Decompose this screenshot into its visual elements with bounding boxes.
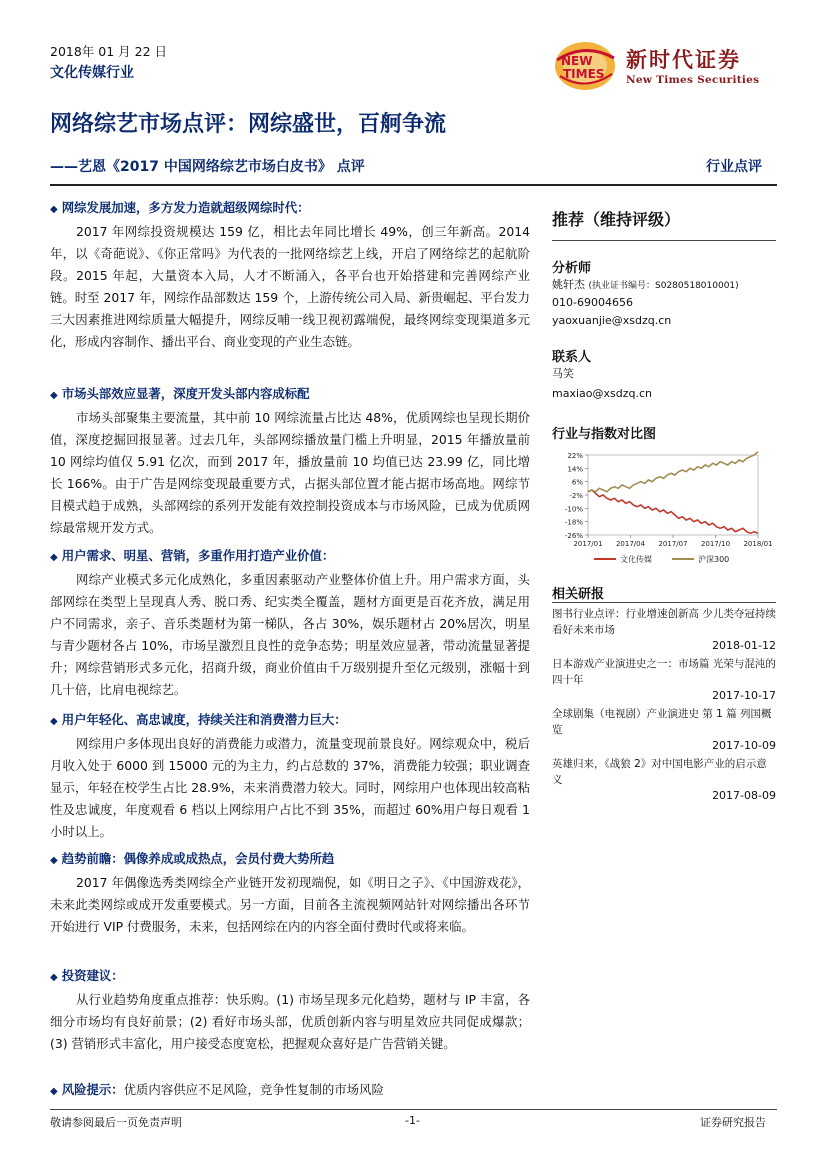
section-heading: 网综发展加速，多方发力造就超级网综时代： bbox=[61, 200, 310, 215]
report-type: 行业点评 bbox=[706, 159, 762, 175]
related-item-date: 2018-01-12 bbox=[712, 639, 776, 652]
x-tick-label: 2018/01 bbox=[743, 540, 773, 548]
footer-label: 证券研究报告 bbox=[700, 1116, 766, 1129]
related-item-title: 英雄归来，《战狼 2》对中国电影产业的启示意义 bbox=[552, 758, 767, 786]
section-text: 2017 年网综投资规模达 159 亿，相比去年同比增长 49%，创三年新高。2014 年，以《奇葩说》、《你正常吗》为代表的一批网络综艺上线，开启了网络综艺的起航阶段。2015 年起，大量资本入局，人才不断涌入，各平台也开始搭建和完善网综产业链。时至 2017 年，网综作品部数达 159 个，上游传统公司入局、新贵崛起、平台发力三大因素推进网综质量大幅提升，网综反哺一线卫视初露端倪，最终网综变现渠道多元化，形成内容制作、播出平台、商业变现的产业生态链。 bbox=[50, 224, 530, 349]
related-title: 相关研报 bbox=[552, 587, 605, 602]
section-text: 从行业趋势角度重点推荐：快乐购。(1) 市场呈现多元化趋势，题材与 IP 丰富，各细分市场均有良好前景；(2) 看好市场头部，优质创新内容与明星效应共同促成爆款；(3) 营销形式丰富化，用户接受态度宽松，把握观众喜好是广告营销关键。 bbox=[50, 992, 530, 1051]
related-item[interactable] bbox=[552, 656, 776, 704]
diamond-icon: ◆ bbox=[50, 1086, 58, 1097]
section-heading: 趋势前瞻：偶像养成或成热点，会员付费大势所趋 bbox=[61, 851, 335, 866]
contact-email[interactable]: maxiao@xsdzq.cn bbox=[552, 387, 652, 400]
rating-divider bbox=[552, 240, 776, 241]
related-item-title: 日本游戏产业演进史之一：市场篇 光荣与混沌的四十年 bbox=[552, 658, 776, 686]
y-tick-label: -2% bbox=[569, 492, 583, 500]
section-heading: 投资建议： bbox=[61, 968, 124, 983]
plot-frame bbox=[588, 455, 758, 535]
y-tick-label: 14% bbox=[567, 465, 583, 474]
y-tick-label: -10% bbox=[564, 505, 583, 514]
x-tick-label: 2017/07 bbox=[658, 540, 688, 548]
diamond-icon: ◆ bbox=[50, 204, 58, 215]
section-text: 市场头部聚集主要流量，其中前 10 网综流量占比达 48%，优质网综也呈现长期价值，深度挖掘回报显著。过去几年，头部网综播放量门槛上升明显，2015 年播放量前 10 网综均值仅 5.91 亿次，而到 2017 年，播放量前 10 均值已达 23.99 亿，同比增长 166%。由于广告是网综变现最重要方式，占据头部位置才能占据市场高地。网综节目模式趋于成熟，头部网综的系列开发能有效控制投资成本与市场风险，已成为优质网综最常规开发方式。 bbox=[50, 410, 530, 535]
related-item[interactable] bbox=[552, 606, 776, 654]
related-item-date: 2017-10-17 bbox=[712, 689, 776, 702]
diamond-icon: ◆ bbox=[50, 972, 58, 983]
logo-name-cn: 新时代证券 bbox=[626, 47, 741, 72]
related-item[interactable] bbox=[552, 756, 776, 804]
footer-disclaimer: 敬请参阅最后一页免责声明 bbox=[50, 1116, 182, 1129]
risk-label: 风险提示： bbox=[61, 1082, 124, 1097]
section-text: 网综用户多体现出良好的消费能力或潜力，流量变现前景良好。网综观众中，税后月收入处于 6000 到 15000 元的为主力，约占总数的 37%，消费能力较强；职业调查显示，年轻在校学生占比 28.9%，未来消费潜力较大。同时，网综用户也体现出较高粘性及忠诚度，年度观看 6 档以上网综用户占比不到 35%，而超过 60%用户每日观看 1 小时以上。 bbox=[50, 736, 530, 839]
section-heading: 市场头部效应显著，深度开发头部内容成标配 bbox=[61, 386, 310, 401]
diamond-icon: ◆ bbox=[50, 855, 58, 866]
report-subtitle: ——艺恩《2017 中国网络综艺市场白皮书》 点评 bbox=[50, 159, 365, 175]
report-date: 2018年 01 月 22 日 bbox=[50, 44, 168, 59]
section-head-effect bbox=[50, 383, 530, 539]
analyst-name: 姚轩杰 bbox=[552, 278, 585, 291]
section-users bbox=[50, 709, 530, 843]
industry-name: 文化传媒行业 bbox=[50, 65, 134, 81]
section-heading: 用户需求、明星、营销，多重作用打造产业价值： bbox=[61, 548, 335, 563]
section-industry-value bbox=[50, 545, 530, 701]
company-logo bbox=[552, 38, 782, 94]
diamond-icon: ◆ bbox=[50, 390, 58, 401]
rating: 推荐（维持评级） bbox=[552, 210, 681, 229]
legend-label: 沪深300 bbox=[698, 555, 730, 564]
related-item-date: 2017-08-09 bbox=[712, 789, 776, 802]
related-item-title: 全球剧集（电视剧）产业演进史 第 1 篇 列国概览 bbox=[552, 708, 772, 736]
comparison-chart bbox=[552, 447, 776, 569]
section-investment bbox=[50, 965, 530, 1055]
y-tick-label: -26% bbox=[564, 532, 583, 540]
x-tick-label: 2017/10 bbox=[700, 540, 731, 548]
analyst-email[interactable]: yaoxuanjie@xsdzq.cn bbox=[552, 314, 672, 327]
y-tick-label: 22% bbox=[567, 452, 583, 460]
svg-text:NEW: NEW bbox=[561, 54, 593, 68]
x-tick-label: 2017/01 bbox=[573, 540, 603, 548]
section-trends bbox=[50, 848, 530, 938]
report-title: 网络综艺市场点评：网综盛世，百舸争流 bbox=[50, 112, 447, 137]
chart-title: 行业与指数对比图 bbox=[552, 427, 657, 442]
contact-title: 联系人 bbox=[552, 350, 592, 365]
y-tick-label: 6% bbox=[571, 478, 583, 487]
section-text: 网综产业模式多元化成熟化，多重因素驱动产业整体价值上升。用户需求方面，头部网综在类型上呈现真人秀、脱口秀、纪实类全覆盖，题材方面更是百花齐放，满足用户不同需求，亲子、音乐类题材为第一梯队，各占 30%，娱乐题材占 20%居次，明星与青少题材各占 10%，市场呈激烈且良性的竞争态势；明星效应显著，带动流量显著提升；网综营销形式多元化，招商升级，商业价值由千万级别提升至亿元级别，涨幅十到几十倍，比肩电视综艺。 bbox=[50, 572, 530, 697]
logo-name-en: New Times Securities bbox=[626, 74, 760, 86]
legend-label: 文化传媒 bbox=[620, 555, 652, 564]
risk-notice bbox=[50, 1079, 530, 1103]
related-item-date: 2017-10-09 bbox=[712, 739, 776, 752]
x-tick-label: 2017/04 bbox=[615, 540, 646, 548]
footer-divider bbox=[50, 1109, 777, 1110]
page-number: -1- bbox=[405, 1114, 420, 1127]
section-development bbox=[50, 197, 530, 353]
related-item[interactable] bbox=[552, 706, 776, 754]
series-line-1 bbox=[588, 452, 758, 492]
risk-text: 优质内容供应不足风险，竞争性复制的市场风险 bbox=[123, 1082, 384, 1097]
svg-text:TIMES: TIMES bbox=[563, 67, 605, 81]
series-line-0 bbox=[588, 490, 758, 533]
header-divider bbox=[50, 184, 777, 186]
related-item-title: 图书行业点评：行业增速创新高 少儿类夺冠持续看好未来市场 bbox=[552, 608, 776, 636]
y-tick-label: -18% bbox=[564, 518, 583, 527]
diamond-icon: ◆ bbox=[50, 716, 58, 727]
analyst-title: 分析师 bbox=[552, 261, 592, 276]
analyst-phone: 010-69004656 bbox=[552, 296, 633, 309]
related-list bbox=[552, 606, 776, 806]
section-heading: 用户年轻化、高忠诚度，持续关注和消费潜力巨大： bbox=[61, 712, 347, 727]
related-divider bbox=[552, 602, 776, 603]
diamond-icon: ◆ bbox=[50, 552, 58, 563]
section-text: 2017 年偶像选秀类网综全产业链开发初现端倪，如《明日之子》、《中国游戏花》，未来此类网综或成开发重要模式。另一方面，目前各主流视频网站针对网综播出各环节开始进行 VIP 付费服务，未来，包括网综在内的内容全面付费时代或将来临。 bbox=[50, 875, 530, 934]
contact-name: 马笑 bbox=[552, 367, 574, 380]
analyst-info bbox=[552, 277, 776, 294]
analyst-cert: (执业证书编号：S0280518010001) bbox=[588, 281, 739, 291]
logo-emblem-icon bbox=[552, 38, 622, 94]
